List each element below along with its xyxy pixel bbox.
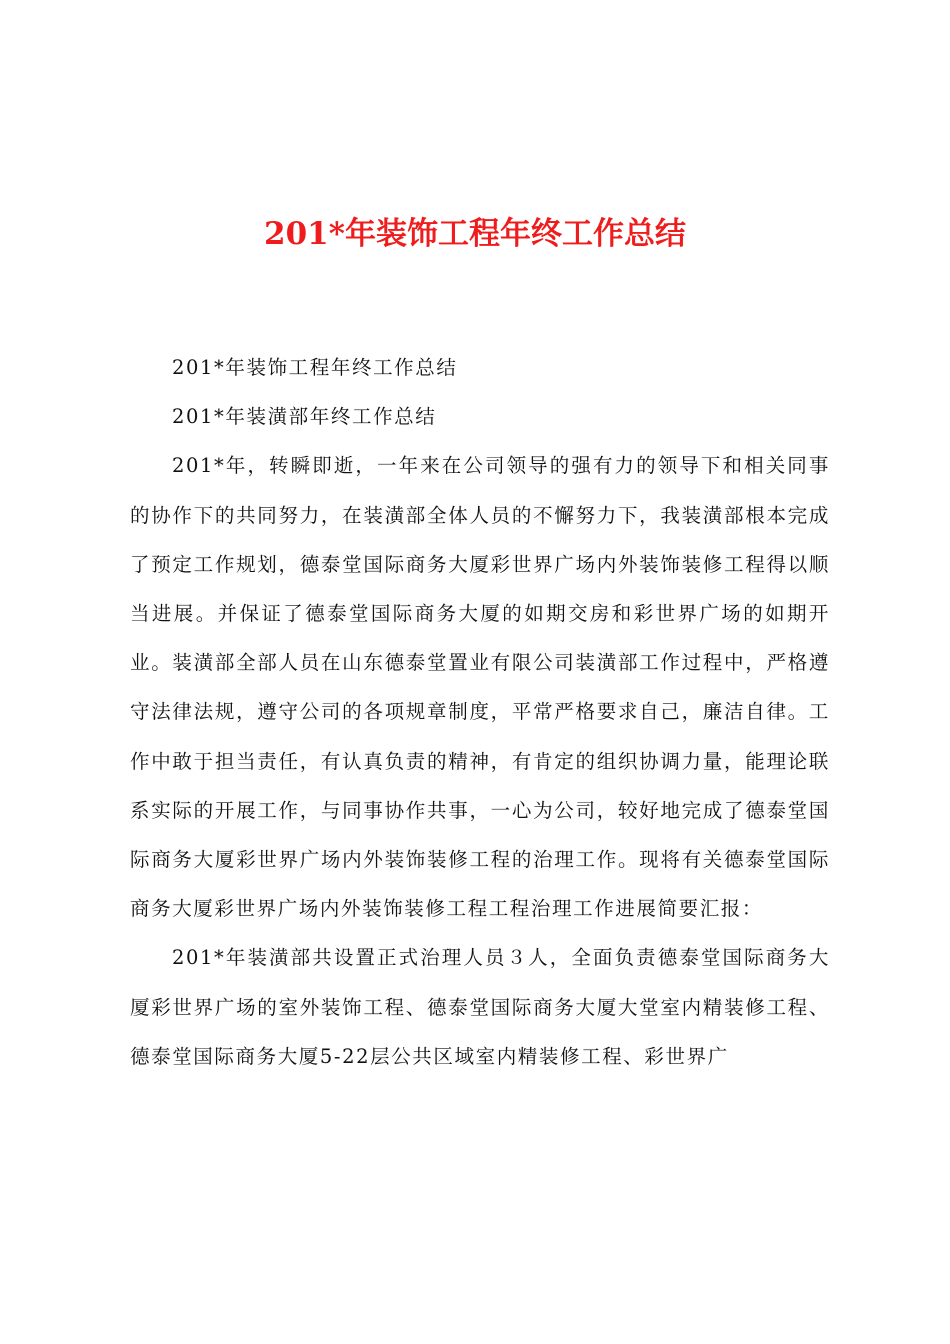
paragraph-subtitle-1: 201*年装饰工程年终工作总结	[172, 356, 458, 379]
document-body	[130, 343, 830, 1081]
paragraph-intro: 201*年，转瞬即逝，一年来在公司领导的强有力的领导下和相关同事的协作下的共同努力，在装潢部全体人员的不懈努力下，我装潢部根本完成了预定工作规划，德泰堂国际商务大厦彩世界广场内外装饰装修工程得以顺当进展。并保证了德泰堂国际商务大厦的如期交房和彩世界广场的如期开业。装潢部全部人员在山东德泰堂置业有限公司装潢部工作过程中，严格遵守法律法规，遵守公司的各项规章制度，平常严格要求自己，廉洁自律。工作中敢于担当责任，有认真负责的精神，有肯定的组织协调力量，能理论联系实际的开展工作，与同事协作共事，一心为公司，较好地完成了德泰堂国际商务大厦彩世界广场内外装饰装修工程的治理工作。现将有关德泰堂国际商务大厦彩世界广场内外装饰装修工程工程治理工作进展简要汇报：	[130, 454, 830, 921]
paragraph-subtitle-2: 201*年装潢部年终工作总结	[172, 405, 437, 429]
document-title: 201*年装饰工程年终工作总结	[264, 216, 686, 252]
paragraph-staffing: 201*年装潢部共设置正式治理人员３人，全面负责德泰堂国际商务大厦彩世界广场的室外装饰工程、德泰堂国际商务大厦大堂室内精装修工程、德泰堂国际商务大厦5-22层公共区域室内精装修工程、彩世界广	[130, 946, 830, 1068]
